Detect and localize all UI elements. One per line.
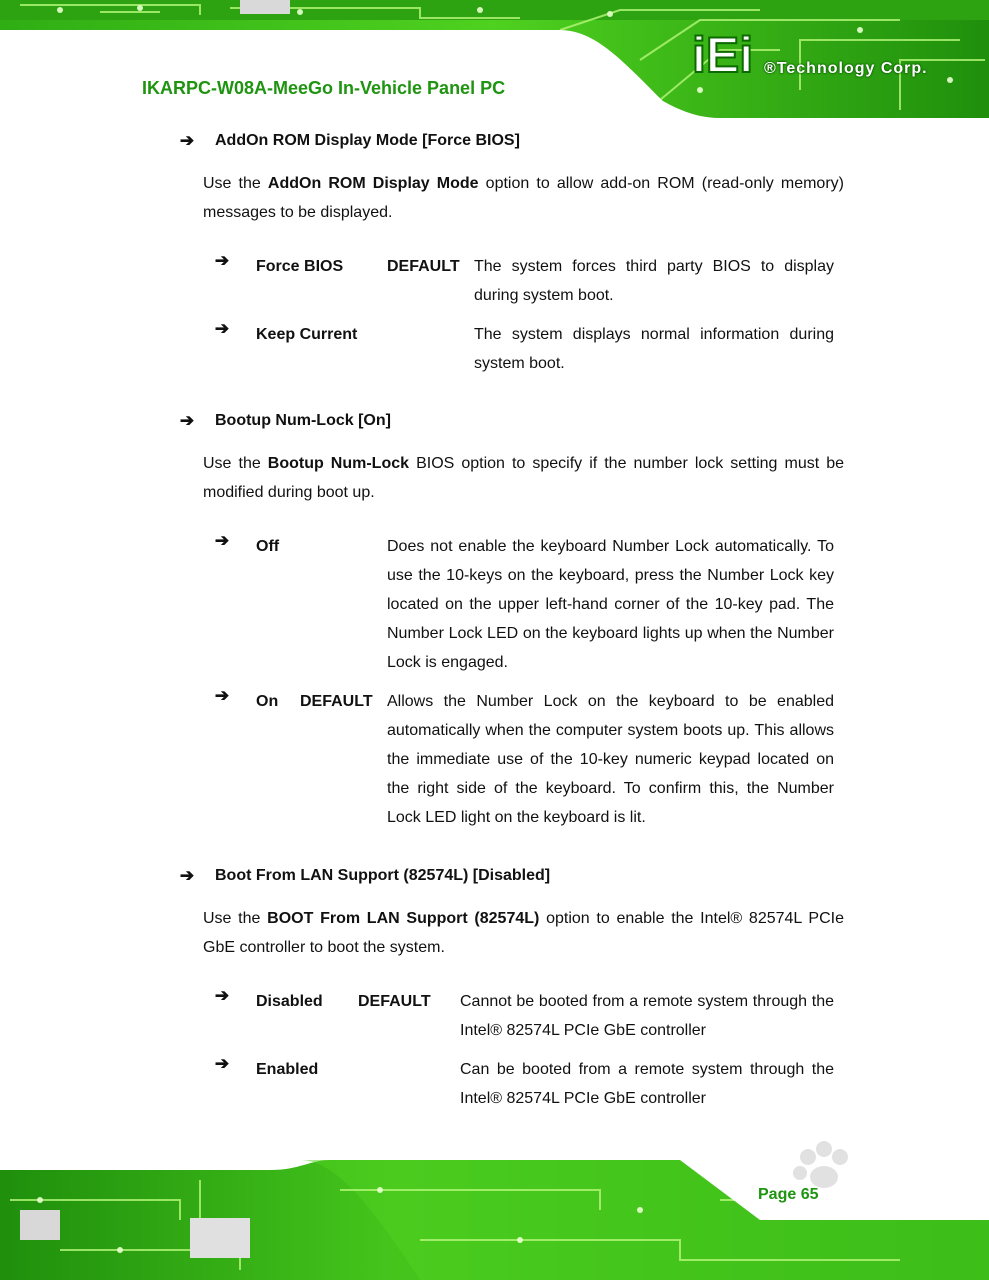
section-heading: Bootup Num-Lock [On] bbox=[215, 412, 391, 429]
option-default: DEFAULT bbox=[300, 693, 373, 710]
arrow-right-icon: ➔ bbox=[179, 131, 195, 150]
logo-lettering: iEi bbox=[692, 27, 754, 78]
paragraph-text: Use the bbox=[203, 175, 268, 192]
option-name: Keep Current bbox=[256, 326, 358, 343]
section-heading: AddOn ROM Display Mode [Force BIOS] bbox=[215, 132, 520, 149]
iei-logo bbox=[690, 26, 760, 78]
section-paragraph bbox=[203, 449, 844, 507]
arrow-right-icon: ➔ bbox=[214, 531, 230, 550]
company-tagline: ®Technology Corp. bbox=[764, 60, 928, 77]
page-number: Page 65 bbox=[758, 1186, 819, 1203]
paragraph-bold: BOOT From LAN Support (82574L) bbox=[267, 910, 540, 927]
option-name: Disabled bbox=[256, 993, 323, 1010]
option-description: Allows the Number Lock on the keyboard to be enabled automatically when the computer system boots up. This allows the immediate use of the 10-key numeric keypad located on the right side of the keyboard. To confirm this, the Number Lock LED light on the keyboard is lit. bbox=[387, 693, 834, 826]
arrow-right-icon: ➔ bbox=[214, 319, 230, 338]
paragraph-text: Use the bbox=[203, 455, 268, 472]
option-name: Off bbox=[256, 538, 280, 555]
baidu-watermark-graphic bbox=[700, 1135, 940, 1245]
document-title: IKARPC-W08A-MeeGo In-Vehicle Panel PC bbox=[142, 78, 506, 98]
header-band bbox=[0, 0, 989, 118]
baidu-watermark bbox=[700, 1135, 940, 1245]
option-description: The system forces third party BIOS to display during system boot. bbox=[474, 258, 834, 304]
option-name: On bbox=[256, 693, 279, 710]
section-paragraph bbox=[203, 169, 844, 227]
arrow-right-icon: ➔ bbox=[179, 411, 195, 430]
option-description: The system displays normal information during system boot. bbox=[474, 326, 834, 372]
arrow-right-icon: ➔ bbox=[214, 1054, 230, 1073]
paragraph-bold: AddOn ROM Display Mode bbox=[267, 175, 479, 192]
section-heading: Boot From LAN Support (82574L) [Disabled] bbox=[215, 867, 551, 884]
option-default: DEFAULT bbox=[358, 993, 431, 1010]
option-default: DEFAULT bbox=[387, 258, 460, 275]
paragraph-text: BIOS option to specify if the number lock setting must be modified during boot up. bbox=[203, 455, 844, 501]
circuit-board-graphic bbox=[0, 0, 989, 118]
option-name: Force BIOS bbox=[256, 258, 344, 275]
paragraph-text: option to allow add-on ROM (read-only memory) messages to be displayed. bbox=[203, 175, 844, 221]
arrow-right-icon: ➔ bbox=[179, 866, 195, 885]
option-description: Does not enable the keyboard Number Lock automatically. To use the 10-keys on the keyboard, press the Number Lock key located on the upper left-hand corner of the 10-key pad. The Number Lock LED on the keyboard lights up when the Number Lock is engaged. bbox=[387, 538, 834, 671]
arrow-right-icon: ➔ bbox=[214, 986, 230, 1005]
paragraph-bold: Bootup Num-Lock bbox=[267, 455, 410, 472]
option-description: Can be booted from a remote system through the Intel® 82574L PCIe GbE controller bbox=[460, 1061, 834, 1107]
paragraph-text: Use the bbox=[203, 910, 268, 927]
option-description: Cannot be booted from a remote system through the Intel® 82574L PCIe GbE controller bbox=[460, 993, 834, 1039]
option-name: Enabled bbox=[256, 1061, 319, 1078]
section-paragraph bbox=[203, 904, 844, 962]
arrow-right-icon: ➔ bbox=[214, 686, 230, 705]
arrow-right-icon: ➔ bbox=[214, 251, 230, 270]
paragraph-text: option to enable the Intel® 82574L PCIe GbE controller to boot the system. bbox=[203, 910, 845, 956]
